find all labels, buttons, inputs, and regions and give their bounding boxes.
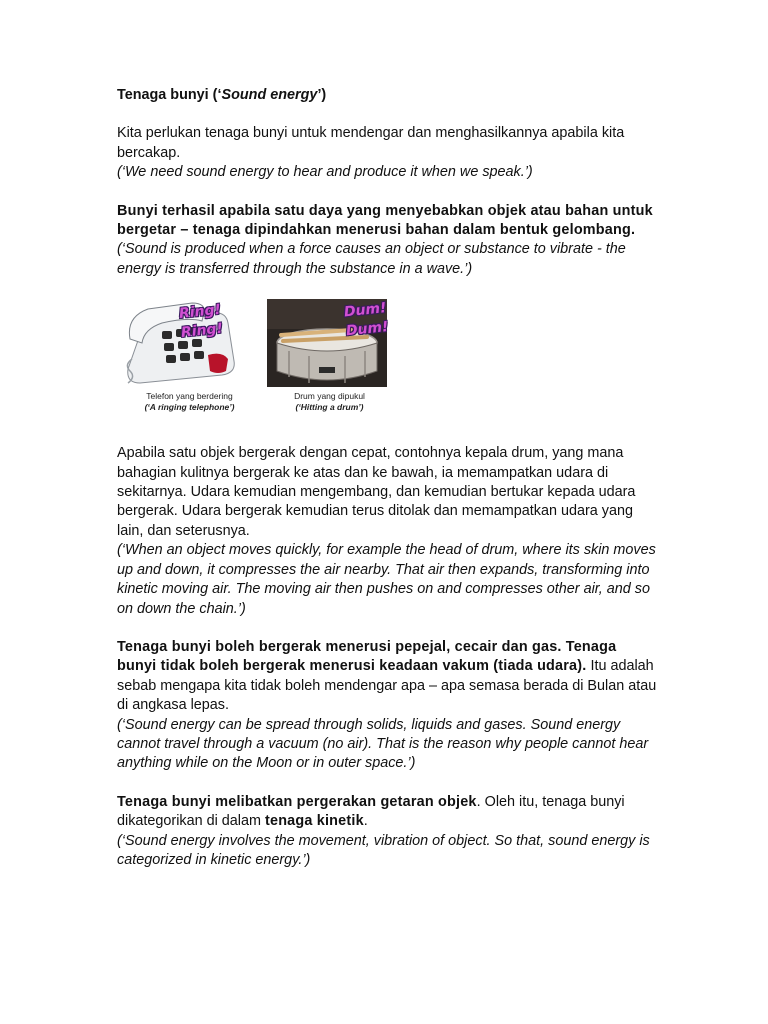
dum-burst-text: Dum! Dum! — [343, 300, 390, 341]
kinetic-malay-bold: Tenaga bunyi melibatkan pergerakan getaran objek — [117, 793, 477, 810]
media-malay-rest: Itu adalah sebab mengapa kita tidak boleh mendengar apa – apa semasa berada di Bulan atau di angkasa lepas. — [117, 658, 657, 714]
telephone-caption — [122, 391, 257, 413]
drum-caption-english: (‘Hitting a drum’) — [295, 402, 364, 413]
page-title: Tenaga bunyi (‘Sound energy’) — [117, 87, 327, 103]
intro-paragraph — [117, 124, 657, 182]
media-malay — [117, 638, 657, 716]
figure-telephone — [122, 299, 257, 413]
figure-drum — [267, 299, 392, 413]
intro-english: (‘We need sound energy to hear and produce it when we speak.’) — [117, 164, 533, 181]
intro-malay: Kita perlukan tenaga bunyi untuk mendengar dan menghasilkannya apabila kita bercakap. — [117, 125, 625, 161]
kinetic-malay: Tenaga bunyi melibatkan pergerakan getaran objek. Oleh itu, tenaga bunyi dikategorikan di dalam tenaga kinetik. — [117, 793, 625, 830]
drum-image — [267, 299, 392, 389]
telephone-image — [122, 299, 257, 389]
production-malay: Bunyi terhasil apabila satu daya yang menyebabkan objek atau bahan untuk bergetar – tenaga dipindahkan menerusi bahan dalam bentuk gelombang. — [117, 202, 653, 239]
kinetic-english: (‘Sound energy involves the movement, vibration of object. So that, sound energy is categorized in kinetic energy.’) — [117, 832, 650, 868]
drum-caption-malay: Drum yang dipukul — [294, 391, 365, 402]
compression-english: (‘When an object moves quickly, for example the head of drum, where its skin moves up and down, it compresses the air nearby. That air then expands, transforming into kinetic moving air. The moving air then pushes on and compresses other air, and so on down the chain.’) — [117, 542, 656, 617]
title-italic: Sound energy — [221, 87, 318, 103]
document-body — [117, 86, 657, 870]
kinetic-term: tenaga kinetik — [265, 813, 364, 830]
media-english: (‘Sound energy can be spread through solids, liquids and gases. Sound energy cannot travel through a vacuum (no air). That is the reason why people cannot hear anything while on the Moon or in outer space.’) — [117, 716, 649, 772]
compression-paragraph — [117, 444, 657, 619]
telephone-caption-english: (‘A ringing telephone’) — [144, 402, 235, 413]
figures-row — [117, 299, 657, 434]
media-malay-bold: Tenaga bunyi boleh bergerak menerusi pepejal, cecair dan gas. Tenaga bunyi tidak boleh bergerak menerusi keadaan vakum (tiada udara). — [117, 638, 617, 675]
kinetic-paragraph — [117, 793, 657, 871]
compression-malay: Apabila satu objek bergerak dengan cepat, contohnya kepala drum, yang mana bahagian kulitnya bergerak ke atas dan ke bawah, ia memampatkan udara di sekitarnya. Udara kemudian mengembang, dan kemudian bertukar kepada udara bergerak. Udara bergerak kemudian terus ditolak dan memampatkan udara yang lain, dan seterusnya. — [117, 445, 636, 539]
media-paragraph — [117, 638, 657, 774]
telephone-caption-malay: Telefon yang berdering — [146, 391, 233, 402]
ring-burst-text: Ring! Ring! — [178, 301, 224, 342]
production-english: (‘Sound is produced when a force causes an object or substance to vibrate - the energy is transferred through the substance in a wave.’) — [117, 241, 626, 277]
drum-caption — [267, 391, 392, 413]
production-paragraph — [117, 202, 657, 280]
